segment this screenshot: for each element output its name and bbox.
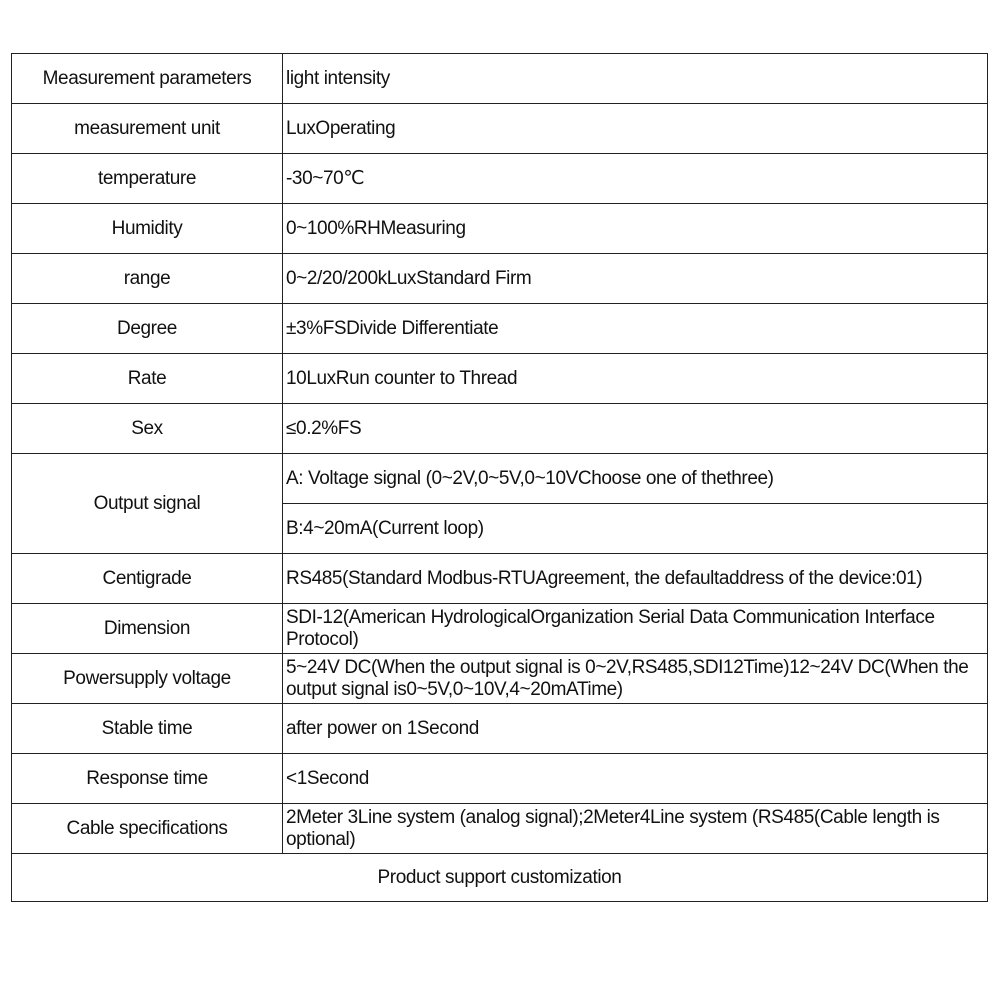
param-label: Cable specifications	[12, 804, 283, 854]
table-row	[12, 104, 988, 154]
table-row	[12, 204, 988, 254]
table-row	[12, 54, 988, 104]
param-label: range	[12, 254, 283, 304]
param-value: 10LuxRun counter to Thread	[283, 354, 988, 404]
table-row	[12, 454, 988, 504]
param-value: SDI-12(American HydrologicalOrganization Serial Data Communication Interface Protocol)	[283, 604, 988, 654]
table-row	[12, 254, 988, 304]
param-label: Powersupply voltage	[12, 654, 283, 704]
footer-note: Product support customization	[12, 854, 988, 902]
param-value: -30~70℃	[283, 154, 988, 204]
table-row	[12, 554, 988, 604]
param-value: LuxOperating	[283, 104, 988, 154]
table-row	[12, 354, 988, 404]
param-label: Measurement parameters	[12, 54, 283, 104]
param-value: 0~100%RHMeasuring	[283, 204, 988, 254]
param-value: 2Meter 3Line system (analog signal);2Meter4Line system (RS485(Cable length is optional)	[283, 804, 988, 854]
param-label: Sex	[12, 404, 283, 454]
param-value: <1Second	[283, 754, 988, 804]
table-row	[12, 154, 988, 204]
param-label: Centigrade	[12, 554, 283, 604]
table-row	[12, 804, 988, 854]
param-value: 0~2/20/200kLuxStandard Firm	[283, 254, 988, 304]
param-value: A: Voltage signal (0~2V,0~5V,0~10VChoose one of thethree)	[283, 454, 988, 504]
table-row	[12, 604, 988, 654]
table-row	[12, 304, 988, 354]
table-row	[12, 854, 988, 902]
param-value: light intensity	[283, 54, 988, 104]
spec-table	[11, 53, 988, 902]
param-label: Dimension	[12, 604, 283, 654]
param-value: 5~24V DC(When the output signal is 0~2V,RS485,SDI12Time)12~24V DC(When the output signal is0~5V,0~10V,4~20mATime)	[283, 654, 988, 704]
param-value: ±3%FSDivide Differentiate	[283, 304, 988, 354]
table-row	[12, 754, 988, 804]
param-label: Rate	[12, 354, 283, 404]
param-label: Degree	[12, 304, 283, 354]
table-row	[12, 404, 988, 454]
param-label: Response time	[12, 754, 283, 804]
param-value: ≤0.2%FS	[283, 404, 988, 454]
param-label: Stable time	[12, 704, 283, 754]
param-value: RS485(Standard Modbus-RTUAgreement, the defaultaddress of the device:01)	[283, 554, 988, 604]
param-label: temperature	[12, 154, 283, 204]
param-value: after power on 1Second	[283, 704, 988, 754]
param-label: Output signal	[12, 454, 283, 554]
table-row	[12, 654, 988, 704]
param-label: measurement unit	[12, 104, 283, 154]
param-value: B:4~20mA(Current loop)	[283, 504, 988, 554]
table-row	[12, 704, 988, 754]
param-label: Humidity	[12, 204, 283, 254]
